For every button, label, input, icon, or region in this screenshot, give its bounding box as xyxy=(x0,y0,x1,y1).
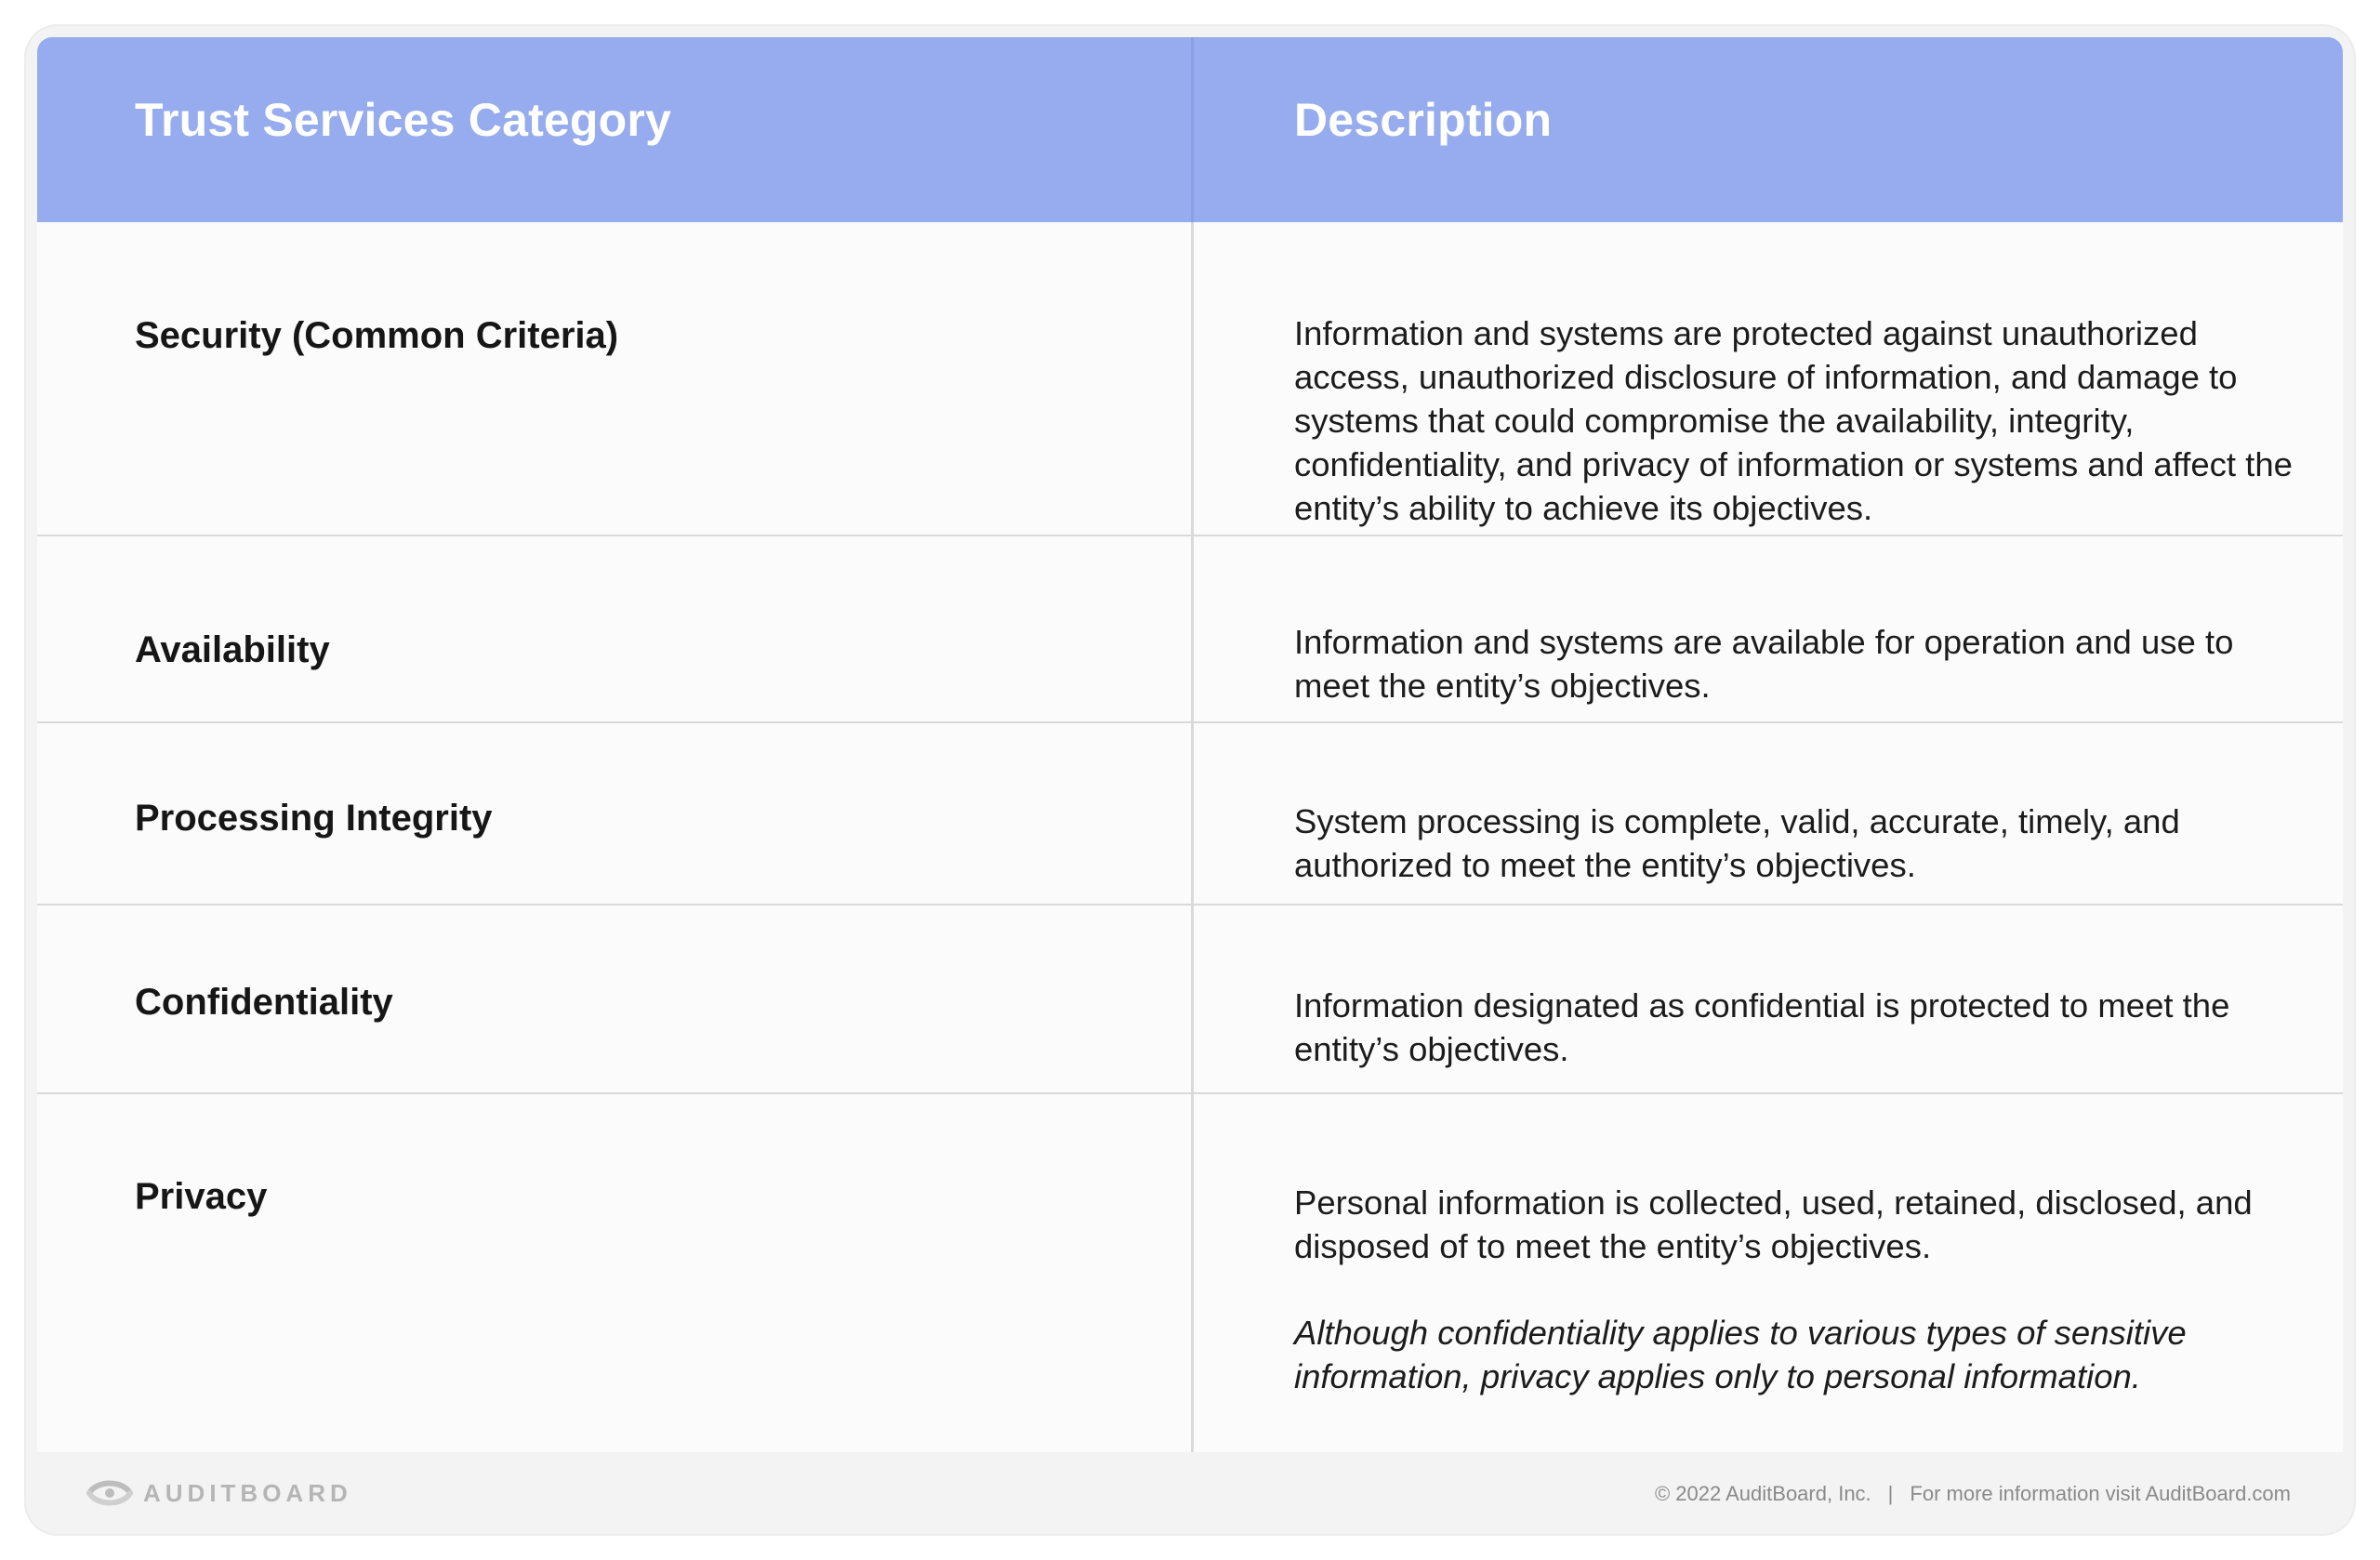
row-category: Confidentiality xyxy=(135,982,393,1023)
table-row xyxy=(37,1094,2343,1452)
row-description: Information designated as confidential is protected to meet the entity’s objectives. xyxy=(1294,986,2230,1068)
row-category: Processing Integrity xyxy=(135,798,493,839)
trust-services-table xyxy=(37,37,2343,1452)
auditboard-logo-icon xyxy=(86,1476,134,1510)
auditboard-logo xyxy=(86,1476,352,1510)
row-category: Security (Common Criteria) xyxy=(135,315,619,356)
footer xyxy=(26,1452,2354,1534)
row-description: System processing is complete, valid, accurate, timely, and authorized to meet the entity’s objectives. xyxy=(1294,802,2180,884)
table-row xyxy=(37,536,2343,721)
row-description: Information and systems are available for operation and use to meet the entity’s objectives. xyxy=(1294,623,2234,705)
logo-wordmark: AUDITBOARD xyxy=(143,1478,352,1507)
document-card xyxy=(26,26,2354,1534)
row-description: Information and systems are protected against unauthorized access, unauthorized disclosure of information, and damage to systems that could compromise the availability, integrity, confidentiality, and privacy of information or systems and affect the entity’s ability to achieve its objectives. xyxy=(1294,314,2293,527)
footer-info xyxy=(1655,1482,2291,1506)
header-description: Description xyxy=(1294,94,1553,146)
privacy-note: Although confidentiality applies to various types of sensitive information, privacy applies only to personal information. xyxy=(1294,1314,2187,1395)
header-category: Trust Services Category xyxy=(135,94,672,146)
table-row xyxy=(37,906,2343,1092)
footer-separator: | xyxy=(1887,1482,1894,1505)
more-info-text: For more information visit AuditBoard.com xyxy=(1910,1482,2291,1505)
table-header xyxy=(37,37,2343,222)
privacy-description-text: Personal information is collected, used, retained, disclosed, and disposed of to meet the entity’s objectives. xyxy=(1294,1183,2253,1265)
header-column-divider xyxy=(1191,37,1194,222)
table-row xyxy=(37,222,2343,535)
table-row xyxy=(37,723,2343,904)
copyright-text: © 2022 AuditBoard, Inc. xyxy=(1654,1482,1871,1505)
row-category: Privacy xyxy=(135,1176,268,1217)
row-description xyxy=(1294,1181,2298,1398)
row-category: Availability xyxy=(135,629,330,670)
